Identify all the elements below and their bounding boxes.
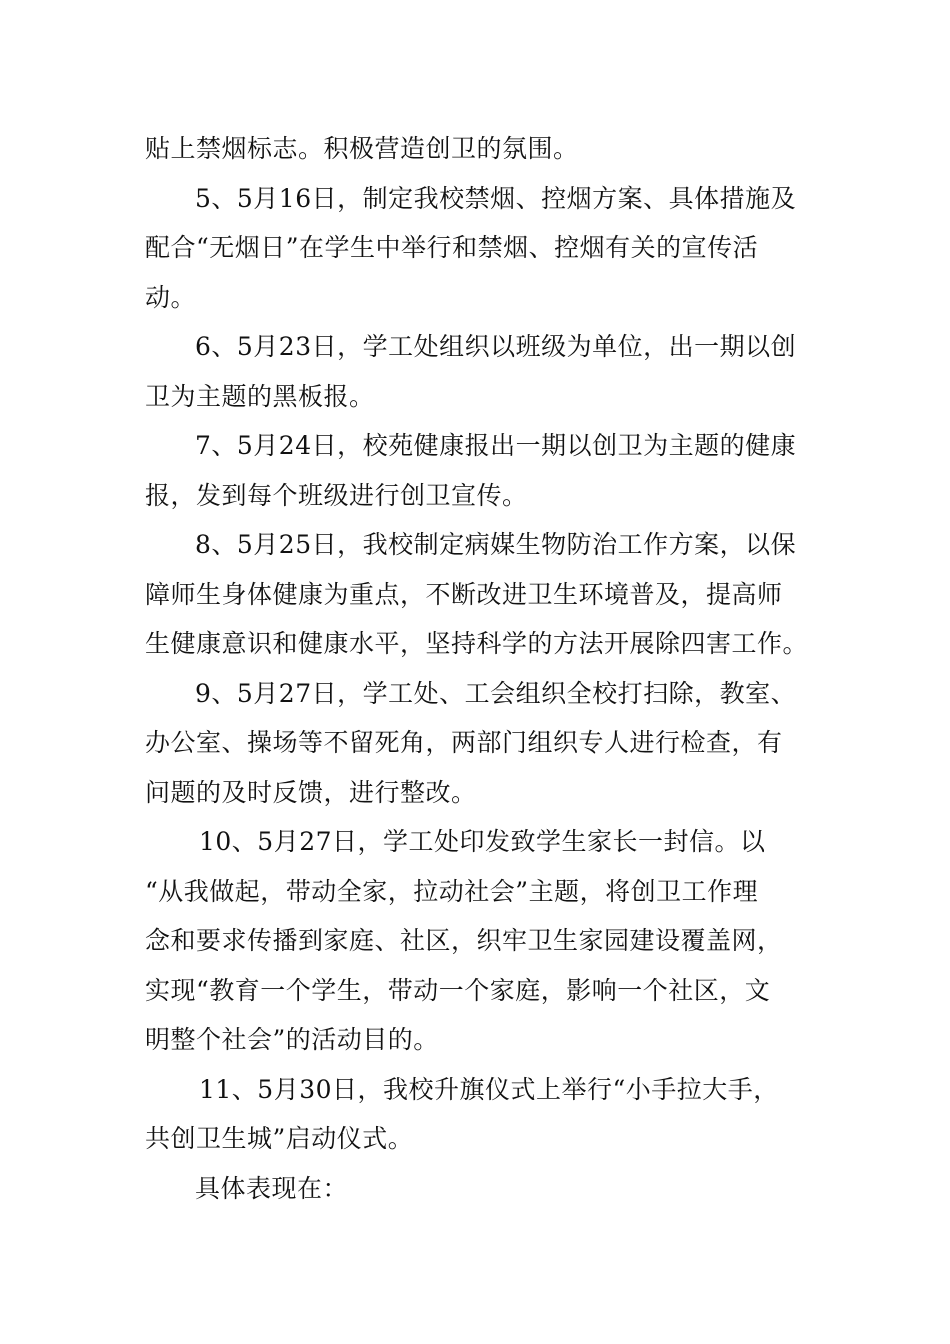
text-line: “从我做起，带动全家，拉动社会”主题，将创卫工作理: [145, 876, 759, 906]
text-line: 实现“教育一个学生，带动一个家庭，影响一个社区，文: [145, 975, 771, 1005]
text-line: 具体表现在：: [195, 1173, 349, 1203]
text-line: 卫为主题的黑板报。: [145, 381, 375, 411]
text-line: 6、5月23日，学工处组织以班级为单位，出一期以创: [195, 332, 797, 361]
text-line: 报，发到每个班级进行创卫宣传。: [145, 480, 528, 510]
text-line: 9、5月27日，学工处、工会组织全校打扫除，教室、: [195, 678, 797, 708]
text-line: 10、5月27日，学工处印发致学生家长一封信。以: [199, 827, 766, 856]
text-line: 11、5月30日，我校升旗仪式上举行“小手拉大手，: [199, 1074, 779, 1104]
text-line: 8、5月25日，我校制定病媒生物防治工作方案，以保: [195, 530, 797, 559]
document-page: [145, 124, 807, 1213]
text-line: 办公室、操场等不留死角，两部门组织专人进行检查，有: [145, 728, 783, 757]
text-line: 5、5月16日，制定我校禁烟、控烟方案、具体措施及: [195, 183, 797, 213]
text-line: 配合“无烟日”在学生中举行和禁烟、控烟有关的宣传活: [145, 233, 759, 262]
text-line: 明整个社会”的活动目的。: [145, 1025, 439, 1054]
text-line: 生健康意识和健康水平，坚持科学的方法开展除四害工作。: [145, 629, 809, 658]
text-line: 念和要求传播到家庭、社区，织牢卫生家园建设覆盖网，: [145, 926, 783, 955]
text-line: 7、5月24日，校苑健康报出一期以创卫为主题的健康: [195, 431, 797, 460]
text-line: 贴上禁烟标志。积极营造创卫的氛围。: [145, 134, 579, 163]
text-line: 障师生身体健康为重点，不断改进卫生环境普及，提高师: [145, 579, 783, 609]
text-line: 问题的及时反馈，进行整改。: [145, 777, 477, 807]
text-line: 共创卫生城”启动仪式。: [145, 1124, 414, 1153]
text-line: 动。: [145, 282, 197, 312]
